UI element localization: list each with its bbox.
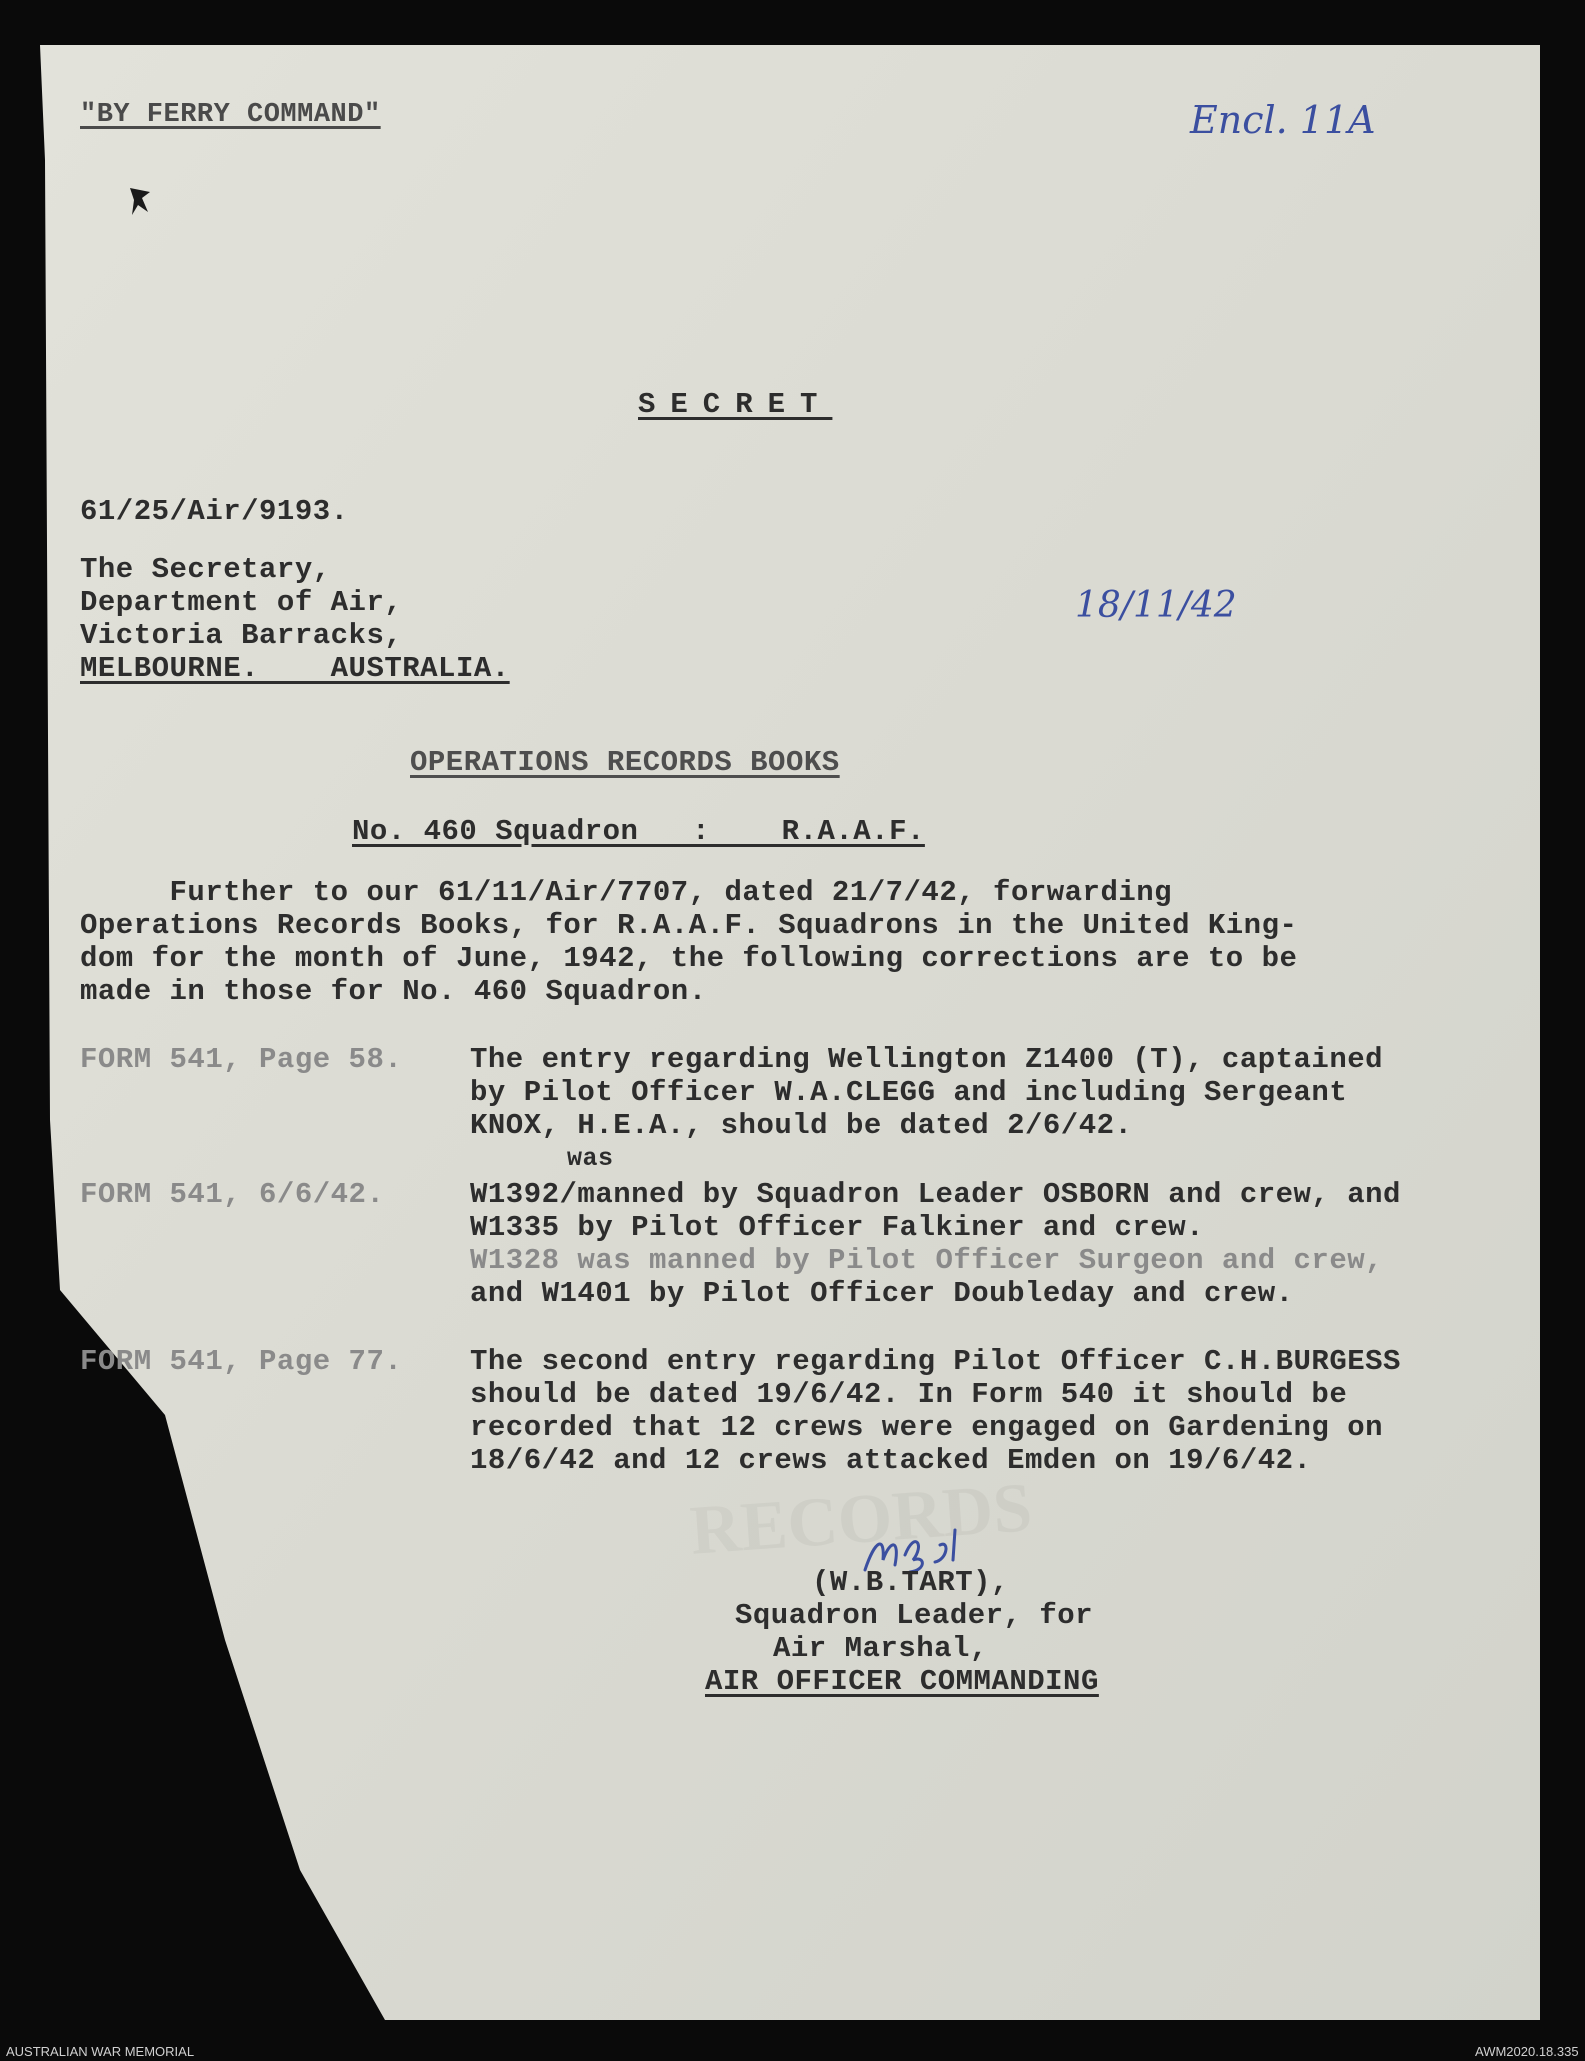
correction-line: The second entry regarding Pilot Officer C.H.BURGESS [470,1345,1401,1378]
handwritten-date: 18/11/42 [1075,585,1237,626]
correction-line: KNOX, H.E.A., should be dated 2/6/42. [470,1109,1133,1142]
correction-line: recorded that 12 crews were engaged on Gardening on [470,1411,1384,1444]
subject-title: OPERATIONS RECORDS BOOKS [410,746,840,779]
footer-institution: AUSTRALIAN WAR MEMORIAL [6,2044,195,2059]
correction-label: FORM 541, 6/6/42. [80,1178,385,1211]
addressee-line-3: Victoria Barracks, [80,619,403,652]
addressee-line-4: MELBOURNE. AUSTRALIA. [80,652,510,685]
signatory-name: (W.B.TART), [812,1566,1009,1599]
correction-label: FORM 541, Page 77. [80,1345,403,1378]
correction-line: W1335 by Pilot Officer Falkiner and crew. [470,1211,1205,1244]
intro-line-4: made in those for No. 460 Squadron. [80,975,707,1008]
ferry-command-header: "BY FERRY COMMAND" [80,100,381,130]
correction-line: W1392/manned by Squadron Leader OSBORN and crew, and [470,1178,1401,1211]
intro-line-2: Operations Records Books, for R.A.A.F. Squadrons in the United King- [80,909,1298,942]
footer-catalogue: AWM2020.18.335 [1475,2044,1579,2059]
correction-line: The entry regarding Wellington Z1400 (T), captained [470,1043,1384,1076]
correction-insert: was [567,1144,614,1173]
correction-line: by Pilot Officer W.A.CLEGG and including Sergeant [470,1076,1348,1109]
signatory-title: AIR OFFICER COMMANDING [705,1665,1099,1698]
correction-line: W1328 was manned by Pilot Officer Surgeon and crew, [470,1244,1384,1277]
addressee-line-1: The Secretary, [80,553,331,586]
reference-number: 61/25/Air/9193. [80,495,349,528]
classification-heading: SECRET [638,388,833,421]
addressee-line-2: Department of Air, [80,586,403,619]
enclosure-note: Encl. 11A [1190,98,1376,142]
correction-line: should be dated 19/6/42. In Form 540 it should be [470,1378,1348,1411]
signatory-rank: Squadron Leader, for [735,1599,1094,1632]
subject-squadron: No. 460 Squadron : R.A.A.F. [352,815,925,848]
intro-line-3: dom for the month of June, 1942, the following corrections are to be [80,942,1298,975]
correction-line: and W1401 by Pilot Officer Doubleday and crew. [470,1277,1294,1310]
intro-line-1: Further to our 61/11/Air/7707, dated 21/7/42, forwarding [80,876,1173,909]
correction-label: FORM 541, Page 58. [80,1043,403,1076]
signatory-for: Air Marshal, [773,1632,988,1665]
correction-line: 18/6/42 and 12 crews attacked Emden on 19/6/42. [470,1444,1312,1477]
paper-shape [40,45,1540,2020]
